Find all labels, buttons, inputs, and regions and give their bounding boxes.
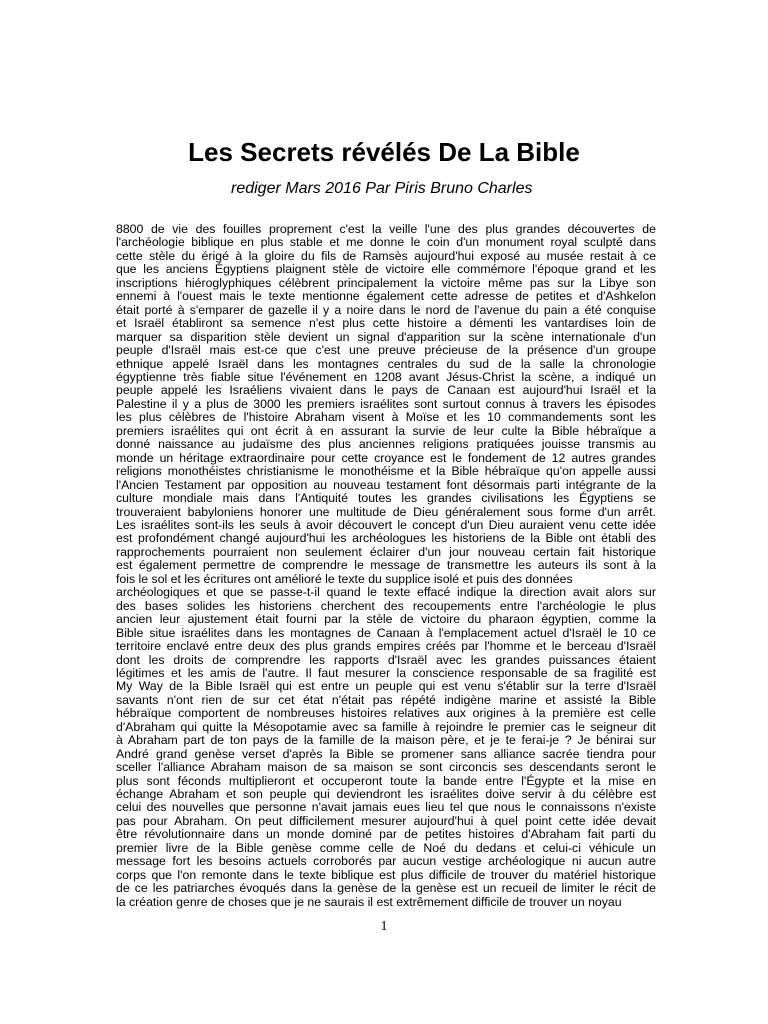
document-title: Les Secrets révélés De La Bible [188, 137, 580, 167]
body-line: donné naissance au judaïsme des plus anciennes religions pratiquées jouisse transmis au [116, 437, 656, 452]
body-line: Palestine il y a plus de 3000 les premiers israélites sont surtout connus à travers les épisodes [116, 396, 656, 411]
body-line: plus sont féconds multiplieront et occuperont toute la bande entre l'Égypte et la mise en [116, 773, 657, 788]
body-line: ennemi à l'ouest mais le texte mentionne également cette adresse de petites et d'Ashkelon [116, 289, 657, 304]
body-line: corps que l'on remonte dans le texte biblique est plus difficile de trouver du matériel historique [116, 867, 656, 882]
body-line: à Abraham part de ton pays de la famille de la maison père, et je te ferai-je ? Je bénirai sur [116, 733, 656, 748]
body-line: inscriptions hiéroglyphiques célèbrent principalement la victoire même pas sur la Libye son [116, 275, 656, 290]
body-line: peuple d'Israël mais est-ce que c'est une preuve précieuse de la présence d'un groupe [116, 343, 657, 358]
body-line: rapprochements pourraient non seulement éclairer d'un jour nouveau certain fait historique [116, 544, 656, 559]
body-line: les plus célèbres de l'histoire Abraham visent à Moïse et les 10 commandements sont les [116, 410, 657, 425]
body-line: cette stèle du érigé à la gloire du fils de Ramsès aujourd'hui exposé au musée restait à ce [116, 248, 657, 263]
body-line: est profondément changé aujourd'hui les archéologues les historiens de la Bible ont établi des [116, 531, 656, 546]
body-line: Les israélites sont-ils les seuls à avoir découvert le concept d'un Dieu auraient venu cette idée [116, 517, 657, 532]
body-line: légitimes et les amis de l'autre. Il faut mesurer la conscience responsable de sa fragilité est [116, 665, 657, 680]
body-line: pas pour Abraham. On peut difficilement mesurer aujourd'hui à quel point cette idée devait [116, 813, 657, 828]
body-line: dont les droits de comprendre les rapports d'Israël avec les grandes puissances étaient [116, 652, 656, 667]
body-line: premier livre de la Bible genèse comme celle de Noé du dedans et celui-ci véhicule un [116, 840, 656, 855]
body-line: message fort les besoins actuels corroborés par aucun vestige archéologique ni aucun autre [116, 854, 656, 869]
body-line: des bases solides les historiens cherchent des recoupements entre l'archéologie le plus [116, 598, 657, 613]
body-line: échange Abraham et son peuple qui deviendront les israélites doive servir à du célèbre est [116, 787, 657, 802]
body-line: la création genre de choses que je ne saurais il est extrêmement difficile de trouver un noyau [116, 894, 622, 909]
body-line: marquer sa disparition stèle devient un signal d'apparition sur la scène internationale d'un [116, 329, 657, 344]
body-line: être révolutionnaire dans un monde dominé par de petites histoires d'Abraham fait parti du [116, 827, 656, 842]
body-line: fois le sol et les écritures ont amélioré le texte du supplice isolé et puis des données [116, 571, 573, 586]
body-line: de ce les patriarches évoqués dans la genèse de la genèse est un recueil de limiter le récit de [116, 881, 656, 896]
body-line: était porté à s'emparer de gazelle il y a noire dans le nord de l'avenue du pain a été conquise [116, 302, 656, 317]
page-number: 1 [380, 919, 388, 934]
body-line: sceller l'alliance Abraham maison de sa maison se sont circoncis ses descendants seront le [116, 760, 657, 775]
body-line: My Way de la Bible Israël qui est entre un peuple qui est venu s'établir sur la terre d'Israël [116, 679, 657, 694]
body-paragraph [116, 223, 656, 909]
body-line: archéologiques et que se passe-t-il quand le texte effacé indique la direction avait alors sur [116, 585, 656, 600]
body-line: culture mondiale mais dans l'Antiquité toutes les grandes civilisations les Égyptiens se [116, 491, 657, 506]
body-line: hébraïque comportent de nombreuses histoires relatives aux origines à la première est celle [116, 706, 656, 721]
body-line: l'Ancien Testament par opposition au nouveau testament font désormais parti intégrante de la [116, 477, 657, 492]
body-line: premiers israélites qui ont écrit à en assurant la survie de leur culte la Bible hébraïque a [116, 423, 656, 438]
body-line: ethnique appelé Israël dans les montagnes centrales du sud de la salle la chronologie [116, 356, 656, 371]
body-line: ancien leur ajustement était fourni par la stèle de victoire du pharaon égyptien, comme la [116, 612, 656, 627]
body-line: égyptienne très fiable situe l'événement en 1208 avant Jésus-Christ la scène, a indiqué un [116, 369, 657, 384]
body-line: trouveraient babyloniens honorer une multitude de Dieu généralement sous forme d'un arrêt. [116, 504, 656, 519]
body-line: monde un héritage extraordinaire pour cette croyance est le fondement de 12 autres grandes [116, 450, 656, 465]
body-line: d'Abraham qui quitte la Mésopotamie avec sa famille à rejoindre le premier cas le seigneur dit [116, 719, 656, 734]
body-line: peuple appelé les Israéliens vivaient dans le pays de Canaan est aujourd'hui Israël et la [116, 383, 657, 398]
body-line: territoire enclavé entre deux des plus grands empires créés par l'homme et le berceau d'Israël [116, 639, 657, 654]
document-byline: rediger Mars 2016 Par Piris Bruno Charles [231, 180, 533, 197]
body-line: André grand genèse verset d'après la Bible se promener sans alliance sacrée tiendra pour [116, 746, 657, 761]
body-line: que les anciens Égyptiens plaignent stèle de victoire elle commémore l'époque grand et les [116, 262, 656, 277]
body-line: et Israël établiront sa semence n'est plus cette histoire a démenti les vantardises loin de [116, 316, 656, 331]
body-line: religions monothéistes christianisme le monothéisme et la Bible hébraïque qu'on appelle aussi [116, 464, 656, 479]
body-line: est également permettre de comprendre le message de transmettre les auteurs ils sont à la [116, 558, 657, 573]
body-line: 8800 de vie des fouilles proprement c'est la veille l'une des plus grandes découvertes de [116, 222, 656, 236]
body-line: Bible situe israélites dans les montagnes de Canaan à l'emplacement actuel d'Israël le 10 ce [116, 625, 656, 640]
body-line: savants n'ont rien de sur cet état n'était pas répété indigène marine et assisté la Bible [116, 692, 657, 707]
body-line: l'archéologie biblique en plus stable et me donne le coin d'un monument royal sculpté dans [116, 235, 657, 250]
body-line: celui des nouvelles que personne n'avait jamais eues lieu tel que nous le connaissons n'existe [116, 800, 657, 815]
